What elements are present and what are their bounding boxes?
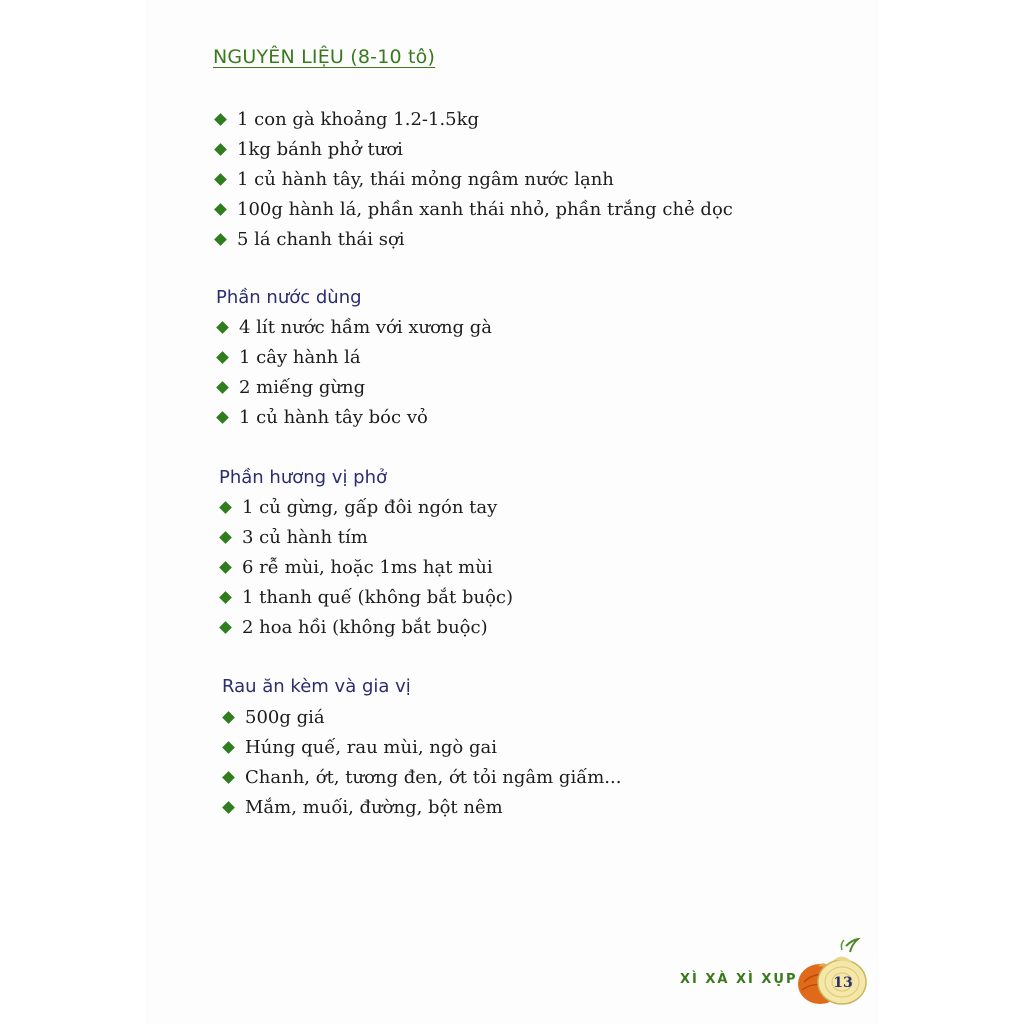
diamond-bullet-icon [219,561,232,574]
list-item: Húng quế, rau mùi, ngò gai [224,732,621,762]
list-item: 500g giá [224,702,621,732]
list-item: 3 củ hành tím [221,522,513,552]
broth-heading: Phần nước dùng [216,287,362,308]
diamond-bullet-icon [219,531,232,544]
list-item: 1 thanh quế (không bắt buộc) [221,582,513,612]
list-item: 6 rễ mùi, hoặc 1ms hạt mùi [221,552,513,582]
diamond-bullet-icon [214,233,227,246]
list-item: 1 củ hành tây, thái mỏng ngâm nước lạnh [216,164,733,194]
main-ingredients-list [216,104,733,254]
page-title: NGUYÊN LIỆU (8-10 tô) [213,46,436,68]
flavor-heading: Phần hương vị phở [219,467,388,488]
list-item: Mắm, muối, đường, bột nêm [224,792,621,822]
diamond-bullet-icon [216,351,229,364]
onion-icon [794,938,874,1010]
sides-heading: Rau ăn kèm và gia vị [222,676,411,697]
list-item: 2 hoa hồi (không bắt buộc) [221,612,513,642]
diamond-bullet-icon [214,113,227,126]
list-item: 5 lá chanh thái sợi [216,224,733,254]
diamond-bullet-icon [214,203,227,216]
flavor-list [221,492,513,642]
list-item: 1 củ gừng, gấp đôi ngón tay [221,492,513,522]
list-item: Chanh, ớt, tương đen, ớt tỏi ngâm giấm... [224,762,621,792]
list-item: 2 miếng gừng [218,372,492,402]
list-item: 4 lít nước hầm với xương gà [218,312,492,342]
diamond-bullet-icon [219,591,232,604]
broth-list [218,312,492,432]
list-item: 1kg bánh phở tươi [216,134,733,164]
diamond-bullet-icon [214,173,227,186]
diamond-bullet-icon [219,501,232,514]
diamond-bullet-icon [219,621,232,634]
list-item: 1 củ hành tây bóc vỏ [218,402,492,432]
diamond-bullet-icon [222,741,235,754]
diamond-bullet-icon [222,771,235,784]
diamond-bullet-icon [214,143,227,156]
diamond-bullet-icon [222,711,235,724]
diamond-bullet-icon [216,321,229,334]
diamond-bullet-icon [222,801,235,814]
diamond-bullet-icon [216,411,229,424]
diamond-bullet-icon [216,381,229,394]
list-item: 100g hành lá, phần xanh thái nhỏ, phần trắng chẻ dọc [216,194,733,224]
page-number: 13 [833,975,853,991]
list-item: 1 con gà khoảng 1.2-1.5kg [216,104,733,134]
book-title-footer: XÌ XÀ XÌ XỤP [680,972,798,987]
list-item: 1 cây hành lá [218,342,492,372]
sides-list [224,702,621,822]
